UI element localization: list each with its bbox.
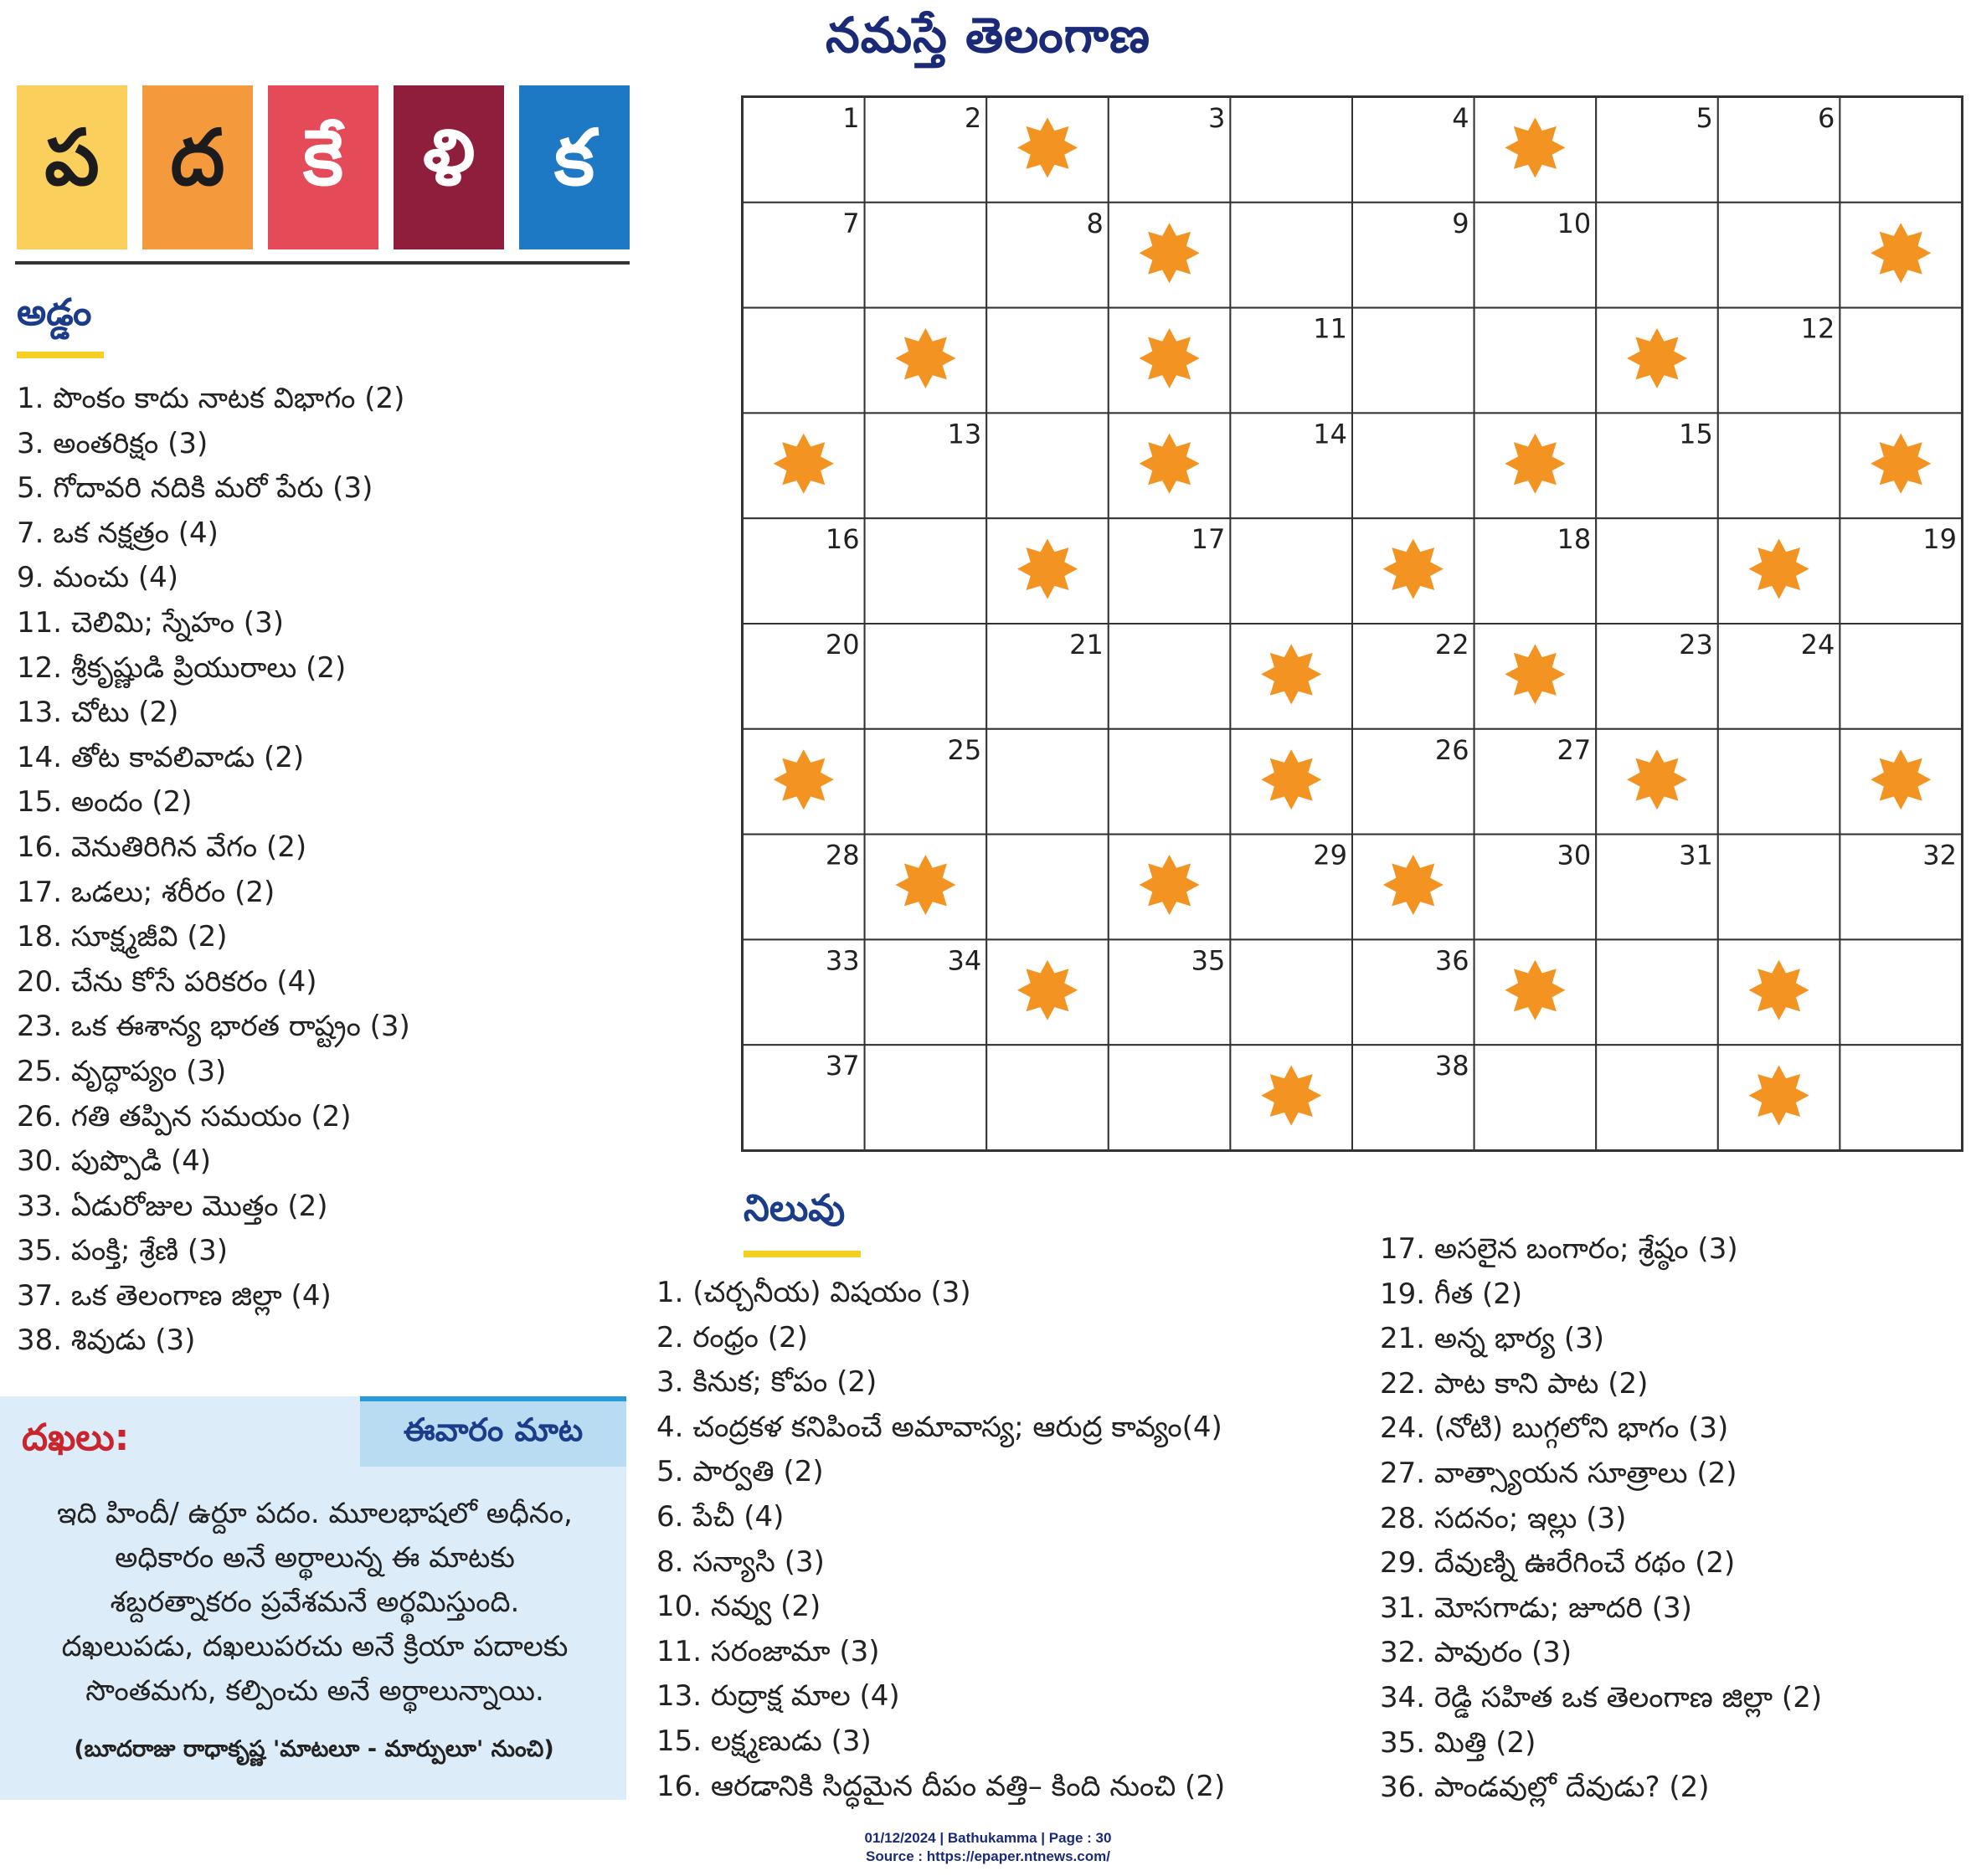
block-star-icon [1383,539,1444,599]
tile-letter: క [553,113,595,203]
grid-cell[interactable] [986,1045,1109,1150]
block-star-icon [1017,960,1078,1020]
crossword-grid[interactable] [741,95,1963,1152]
clue-item: 26. గతి తప్పిన సమయం (2) [17,1099,352,1133]
clue-item: 37. ఒక తెలంగాణ జిల్లా (4) [17,1278,332,1313]
tile-letter: ళి [422,113,476,203]
cell-number: 2 [964,102,982,134]
clue-item: 11. సరంజామా (3) [656,1634,880,1668]
clue-item: 3. కినుక; కోపం (2) [656,1365,877,1400]
body-line: అధికారం అనే అర్థాలున్న ఈ మాటకు [115,1541,515,1575]
grid-cell[interactable] [1109,1045,1231,1150]
page-footer [754,1829,1222,1866]
title-tile [394,85,504,249]
grid-cell[interactable] [865,1045,987,1150]
title-divider [15,261,630,265]
grid-cell[interactable] [1718,203,1840,308]
title-tile [17,85,127,249]
clue-item: 15. లక్ష్మణుడు (3) [656,1724,872,1758]
title-tiles [17,85,628,253]
cell-number: 9 [1452,207,1469,239]
cell-number: 22 [1434,629,1469,660]
crossword-grid-svg [743,97,1965,1154]
across-clue-list [17,377,410,1364]
cell-number: 37 [825,1050,860,1082]
body-line: శబ్దరత్నాకరం ప్రవేశమనే అర్థమిస్తుంది. [110,1586,520,1619]
grid-cell[interactable] [1230,97,1352,203]
block-star-icon [1627,749,1687,810]
clue-item: 1. (చర్చనీయ) విషయం (3) [656,1276,971,1309]
block-star-icon [1017,539,1078,599]
grid-cell[interactable] [986,308,1109,414]
across-heading: అడ్డం [17,291,92,334]
grid-cell[interactable] [865,624,987,729]
block-star-icon [1383,855,1444,915]
grid-cell[interactable] [1840,939,1962,1045]
grid-cell[interactable] [986,413,1109,518]
cell-number: 11 [1313,312,1347,345]
clue-item: 1. పొంకం కాదు నాటక విభాగం (2) [17,382,405,415]
block-star-icon [1871,434,1931,494]
block-star-icon [1749,960,1809,1020]
down-heading-underline [744,1251,861,1257]
clue-item: 13. రుద్రాక్ష మాల (4) [656,1679,900,1714]
clue-item: 19. గీత (2) [1380,1277,1523,1311]
title-tile [142,85,253,249]
block-star-icon [1261,1066,1321,1126]
grid-cell[interactable] [1840,1045,1962,1150]
grid-cell[interactable] [1596,203,1718,308]
grid-cell[interactable] [1230,203,1352,308]
clue-item: 11. చెలిమి; స్నేహం (3) [17,605,284,640]
block-star-icon [1871,749,1931,810]
grid-cell[interactable] [1596,1045,1718,1150]
across-heading-underline [17,352,104,358]
cell-number: 31 [1679,839,1713,871]
clue-item: 16. ఆరడానికి సిద్ధమైన దీపం వత్తి– కింది నుంచి (2) [656,1769,1226,1803]
clue-item: 21. అన్న భార్య (3) [1380,1322,1605,1356]
masthead-logo: నమస్తే తెలంగాణ [826,7,1150,64]
cell-number: 17 [1191,523,1226,556]
body-line: సొంతమగు, కల్పించు అనే అర్థాలున్నాయి. [85,1674,544,1708]
cell-number: 34 [947,944,982,977]
block-star-icon [1017,117,1078,177]
cell-number: 28 [825,839,860,871]
clue-item: 17. అసలైన బంగారం; శ్రేష్ఠం (3) [1380,1232,1738,1266]
footer-source-link[interactable]: Source : https://epaper.ntnews.com/ [866,1848,1110,1864]
grid-cell[interactable] [865,518,987,624]
block-star-icon [1505,434,1565,494]
block-star-icon [1505,644,1565,704]
cell-number: 32 [1922,839,1957,871]
grid-cell[interactable] [1230,518,1352,624]
word-of-week-tag: ఈవారం మాట [360,1396,626,1467]
cell-number: 1 [842,102,860,134]
block-star-icon [1627,328,1687,388]
block-star-icon [774,749,834,810]
clue-item: 25. వృద్ధాప్యం (3) [17,1054,227,1088]
grid-cell[interactable] [1840,624,1962,729]
cell-number: 3 [1208,102,1226,134]
clue-item: 32. పావురం (3) [1380,1636,1572,1670]
tile-letter: ప [44,113,100,203]
cell-number: 25 [947,733,982,766]
clue-item: 33. ఏడురోజుల మొత్తం (2) [17,1189,328,1223]
grid-cell[interactable] [1840,97,1962,203]
down-clue-list [656,1271,1225,1809]
grid-cell[interactable] [865,203,987,308]
clue-item: 4. చంద్రకళ కనిపించే అమావాస్య; ఆరుద్ర కావ్యం(4) [656,1410,1222,1444]
clue-item: 9. మంచు (4) [17,561,179,595]
cell-number: 5 [1696,102,1713,134]
grid-cell[interactable] [1718,413,1840,518]
cell-number: 18 [1557,523,1592,556]
grid-cell[interactable] [1352,413,1474,518]
clue-item: 12. శ్రీకృష్ణుడి ప్రియురాలు (2) [17,650,347,685]
block-star-icon [895,328,955,388]
grid-cell[interactable] [743,308,865,414]
grid-cell[interactable] [1718,835,1840,940]
cell-number: 27 [1557,733,1592,766]
clue-item: 28. సదనం; ఇల్లు (3) [1380,1501,1627,1535]
clue-item: 15. అందం (2) [17,785,193,820]
cell-number: 29 [1313,839,1347,871]
block-star-icon [1505,117,1565,177]
grid-cell[interactable] [1474,308,1597,414]
cell-number: 24 [1800,629,1835,660]
down-clue-list [1380,1227,1822,1811]
block-star-icon [1749,539,1809,599]
cell-number: 13 [947,418,982,450]
clue-item: 22. పాట కాని పాట (2) [1380,1366,1649,1401]
block-star-icon [895,855,955,915]
clue-item: 6. పేచీ (4) [656,1499,785,1534]
tile-letter: ద [170,113,225,203]
cell-number: 35 [1191,944,1226,977]
clue-item: 2. రంధ్రం (2) [656,1320,808,1354]
block-star-icon [1261,749,1321,810]
clue-item: 31. మోసగాడు; జూదరి (3) [1380,1591,1692,1625]
clue-item: 36. పాండవుల్లో దేవుడు? (2) [1380,1771,1710,1805]
cell-number: 36 [1434,944,1469,977]
clue-item: 5. పార్వతి (2) [656,1455,824,1489]
block-star-icon [1140,434,1200,494]
clue-item: 13. చోటు (2) [17,696,179,730]
clue-item: 27. వాత్స్యాయన సూత్రాలు (2) [1380,1456,1737,1490]
block-star-icon [1749,1066,1809,1126]
clue-item: 23. ఒక ఈశాన్య భారత రాష్ట్రం (3) [17,1010,410,1044]
block-star-icon [774,434,834,494]
cell-number: 33 [825,944,860,977]
clue-item: 35. పంక్తి; శ్రేణి (3) [17,1234,229,1268]
title-tile [268,85,378,249]
grid-cell[interactable] [1596,518,1718,624]
grid-cell[interactable] [1109,624,1231,729]
clue-item: 24. (నోటి) బుగ్గలోని భాగం (3) [1380,1411,1729,1446]
clue-item: 29. దేవుణ్ని ఊరేగించే రథం (2) [1380,1546,1736,1580]
footer-date-line: 01/12/2024 | Bathukamma | Page : 30 [864,1830,1112,1846]
cell-number: 30 [1557,839,1592,871]
cell-number: 21 [1069,629,1104,660]
clue-item: 17. ఒడలు; శరీరం (2) [17,875,275,909]
block-star-icon [1505,960,1565,1020]
clue-item: 10. నవ్వు (2) [656,1590,821,1624]
clue-item: 20. చేను కోసే పరికరం (4) [17,964,317,999]
cell-number: 19 [1922,523,1957,556]
block-star-icon [1261,644,1321,704]
cell-number: 14 [1313,418,1347,450]
clue-item: 14. తోట కావలివాడు (2) [17,740,305,774]
cell-number: 10 [1557,207,1592,239]
clue-item: 35. మిత్తి (2) [1380,1725,1536,1760]
word-of-week-source: (బూదరాజు రాధాకృష్ణ 'మాటలూ - మార్పులూ' నుంచి) [74,1736,554,1762]
body-line: ఇది హిందీ/ ఉర్దూ పదం. మూలభాషలో అధీనం, [57,1497,573,1530]
cell-number: 15 [1679,418,1713,450]
clue-item: 30. పుప్పొడి (4) [17,1144,212,1179]
clue-item: 5. గోదావరి నదికి మరో పేరు (3) [17,471,373,506]
clue-item: 7. ఒక నక్షత్రం (4) [17,516,219,550]
grid-cell[interactable] [1109,729,1231,835]
grid-cell[interactable] [1352,308,1474,414]
grid-cell[interactable] [1840,308,1962,414]
grid-cell[interactable] [986,729,1109,835]
clue-item: 3. అంతరిక్షం (3) [17,426,208,460]
grid-cell[interactable] [1718,729,1840,835]
cell-number: 8 [1086,207,1104,239]
clue-item: 34. రెడ్డి సహిత ఒక తెలంగాణ జిల్లా (2) [1380,1680,1823,1714]
word-of-week-body [22,1492,608,1714]
cell-number: 23 [1679,629,1713,660]
block-star-icon [1140,855,1200,915]
down-heading: నిలువు [744,1187,846,1230]
block-star-icon [1140,223,1200,283]
clue-item: 16. వెనుతిరిగిన వేగం (2) [17,830,307,864]
grid-cell[interactable] [1474,1045,1597,1150]
cell-number: 38 [1434,1050,1469,1082]
word-of-week-title: దఖలు: [22,1416,130,1459]
clue-item: 8. సన్యాసి (3) [656,1544,825,1579]
cell-number: 20 [825,629,860,660]
cell-number: 7 [842,207,860,239]
cell-number: 26 [1434,733,1469,766]
grid-cell[interactable] [1596,939,1718,1045]
body-line: దఖలుపడు, దఖలుపరచు అనే క్రియా పదాలకు [61,1630,569,1663]
cell-number: 12 [1800,312,1835,345]
grid-cell[interactable] [1230,939,1352,1045]
block-star-icon [1871,223,1931,283]
cell-number: 6 [1818,102,1835,134]
title-tile [519,85,630,249]
cell-number: 16 [825,523,860,556]
tile-letter: కే [302,113,344,203]
grid-cell[interactable] [986,835,1109,940]
cell-number: 4 [1452,102,1469,134]
block-star-icon [1140,328,1200,388]
clue-item: 18. సూక్ష్మజీవి (2) [17,920,228,954]
clue-item: 38. శివుడు (3) [17,1323,196,1358]
